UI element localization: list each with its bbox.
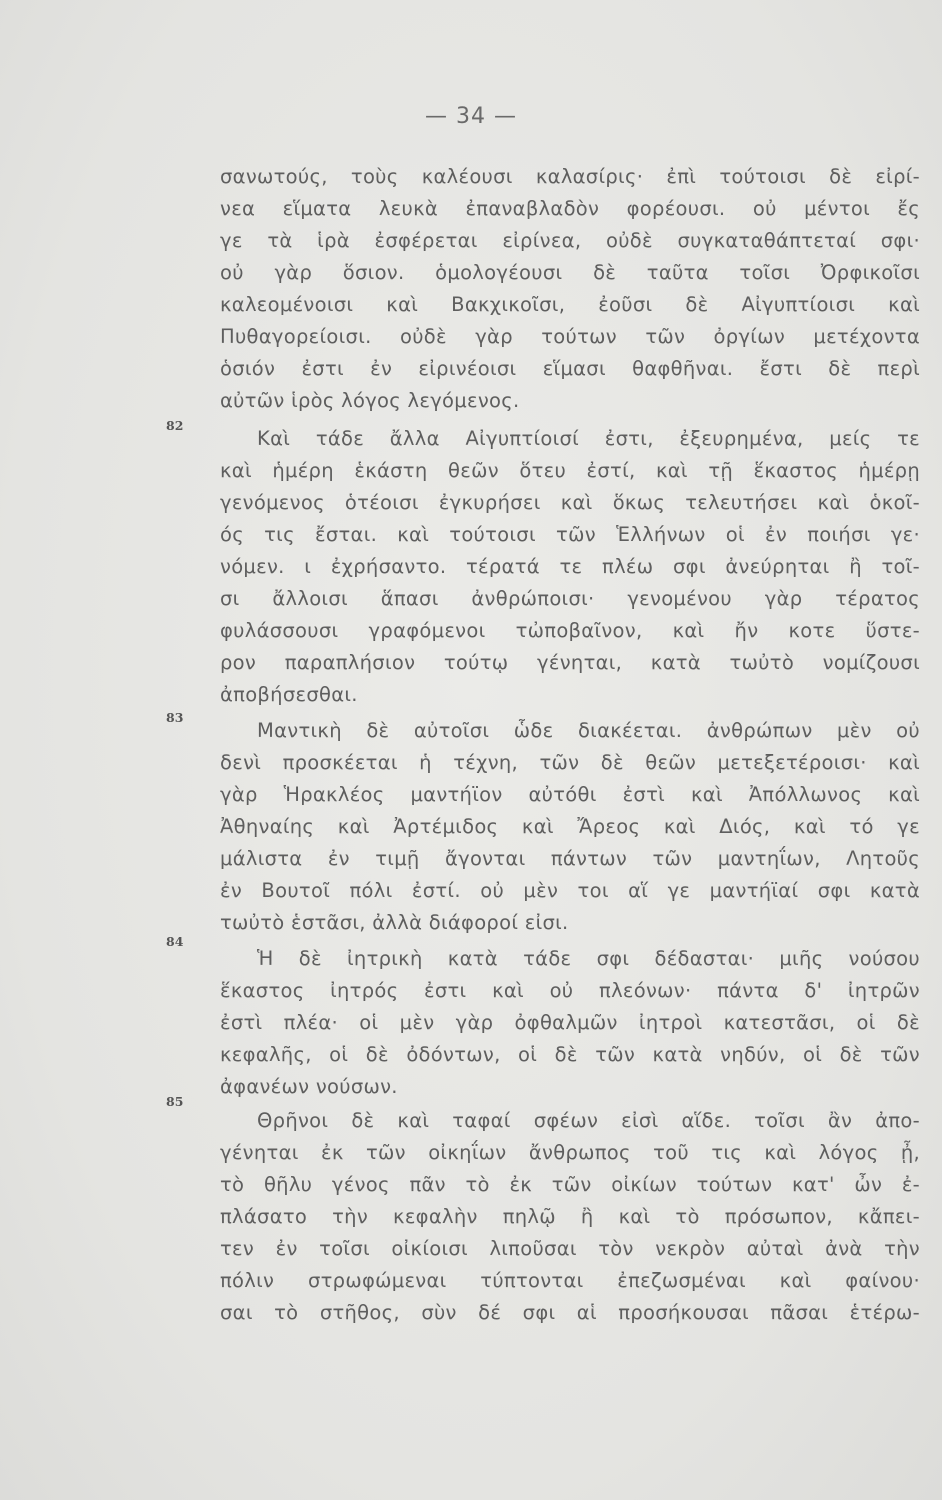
text-line: τεν ἐν τοῖσι οἰκίοισι λιποῦσαι τὸν νεκρὸν αὐταὶ ἀνὰ τὴν xyxy=(220,1237,920,1260)
text-line: πόλιν στρωφώμεναι τύπτονται ἐπεζωσμέναι καὶ φαίνου· xyxy=(220,1269,920,1292)
text-line: Καὶ τάδε ἄλλα Αἰγυπτίοισί ἐστι, ἐξευρημένα, μείς τε xyxy=(257,427,920,450)
text-line: καὶ ἡμέρη ἑκάστη θεῶν ὅτευ ἐστί, καὶ τῇ ἕκαστος ἡμέρῃ xyxy=(220,459,920,482)
text-line: γὰρ Ἡρακλέος μαντήϊον αὐτόθι ἐστὶ καὶ Ἀπόλλωνος καὶ xyxy=(220,783,920,806)
text-line: ἐστὶ πλέα· οἱ μὲν γὰρ ὀφθαλμῶν ἰητροὶ κατεστᾶσι, οἱ δὲ xyxy=(220,1011,920,1034)
section-number: 84 xyxy=(166,934,184,949)
text-line: σανωτούς, τοὺς καλέουσι καλασίρις· ἐπὶ τούτοισι δὲ εἰρί- xyxy=(220,165,920,188)
text-line: ἀφανέων νούσων. xyxy=(220,1075,398,1098)
text-line: Πυθαγορείοισι. οὐδὲ γὰρ τούτων τῶν ὀργίων μετέχοντα xyxy=(220,325,920,348)
text-line: Ἡ δὲ ἰητρικὴ κατὰ τάδε σφι δέδασται· μιῆς νούσου xyxy=(257,947,920,970)
text-line: μάλιστα ἐν τιμῇ ἄγονται πάντων τῶν μαντηΐων, Λητοῦς xyxy=(220,847,920,870)
text-line: ἀποβήσεσθαι. xyxy=(220,683,358,706)
text-line: καλεομένοισι καὶ Βακχικοῖσι, ἐοῦσι δὲ Αἰγυπτίοισι καὶ xyxy=(220,293,920,316)
section-number: 82 xyxy=(166,418,184,433)
text-line: πλάσατο τὴν κεφαλὴν πηλῷ ἢ καὶ τὸ πρόσωπον, κἄπει- xyxy=(220,1205,920,1228)
section-number: 83 xyxy=(166,710,184,725)
section-number: 85 xyxy=(166,1094,184,1109)
text-line: τωὐτὸ ἑστᾶσι, ἀλλὰ διάφοροί εἰσι. xyxy=(220,911,569,934)
text-line: φυλάσσουσι γραφόμενοι τὠποβαῖνον, καὶ ἤν κοτε ὕστε- xyxy=(220,619,920,642)
text-line: ός τις ἔσται. καὶ τούτοισι τῶν Ἑλλήνων οἱ ἐν ποιήσι γε· xyxy=(220,523,920,546)
text-line: σαι τὸ στῆθος, σὺν δέ σφι αἱ προσήκουσαι πᾶσαι ἑτέρω- xyxy=(220,1301,920,1324)
text-line: γε τὰ ἱρὰ ἐσφέρεται εἰρίνεα, οὐδὲ συγκαταθάπτεταί σφι· xyxy=(220,229,920,252)
page-number: — 34 — xyxy=(425,104,517,129)
text-line: ἕκαστος ἰητρός ἐστι καὶ οὐ πλεόνων· πάντα δ' ἰητρῶν xyxy=(220,979,920,1002)
text-line: αὐτῶν ἱρὸς λόγος λεγόμενος. xyxy=(220,389,520,412)
text-line: Θρῆνοι δὲ καὶ ταφαί σφέων εἰσὶ αἵδε. τοῖσι ἂν ἀπο- xyxy=(257,1109,920,1132)
text-line: κεφαλῆς, οἱ δὲ ὀδόντων, οἱ δὲ τῶν κατὰ νηδύν, οἱ δὲ τῶν xyxy=(220,1043,920,1066)
text-line: οὐ γὰρ ὅσιον. ὁμολογέουσι δὲ ταῦτα τοῖσι Ὀρφικοῖσι xyxy=(220,261,920,284)
text-line: γένηται ἐκ τῶν οἰκηΐων ἄνθρωπος τοῦ τις καὶ λόγος ᾖ, xyxy=(220,1141,920,1164)
text-line: δενὶ προσκέεται ἡ τέχνη, τῶν δὲ θεῶν μετεξετέροισι· καὶ xyxy=(220,751,920,774)
text-line: ρον παραπλήσιον τούτῳ γένηται, κατὰ τωὐτὸ νομίζουσι xyxy=(220,651,920,674)
text-line: γενόμενος ὁτέοισι ἐγκυρήσει καὶ ὅκως τελευτήσει καὶ ὁκοῖ- xyxy=(220,491,920,514)
text-line: σι ἄλλοισι ἅπασι ἀνθρώποισι· γενομένου γὰρ τέρατος xyxy=(220,587,920,610)
text-line: νεα εἵματα λευκὰ ἐπαναβλαδὸν φορέουσι. οὐ μέντοι ἔς xyxy=(220,197,920,220)
text-line: Ἀθηναίης καὶ Ἀρτέμιδος καὶ Ἄρεος καὶ Διός, καὶ τό γε xyxy=(220,815,920,838)
text-line: τὸ θῆλυ γένος πᾶν τὸ ἐκ τῶν οἰκίων τούτων κατ' ὦν ἐ- xyxy=(220,1173,920,1196)
text-line: ὁσιόν ἐστι ἐν εἰρινέοισι εἵμασι θαφθῆναι. ἔστι δὲ περὶ xyxy=(220,357,920,380)
text-line: νόμεν. ι ἐχρήσαντο. τέρατά τε πλέω σφι ἀνεύρηται ἢ τοῖ- xyxy=(220,555,920,578)
text-line: Μαντικὴ δὲ αὐτοῖσι ὧδε διακέεται. ἀνθρώπων μὲν οὐ xyxy=(257,719,920,742)
text-line: ἐν Βουτοῖ πόλι ἐστί. οὐ μὲν τοι αἵ γε μαντήϊαί σφι κατὰ xyxy=(220,879,920,902)
